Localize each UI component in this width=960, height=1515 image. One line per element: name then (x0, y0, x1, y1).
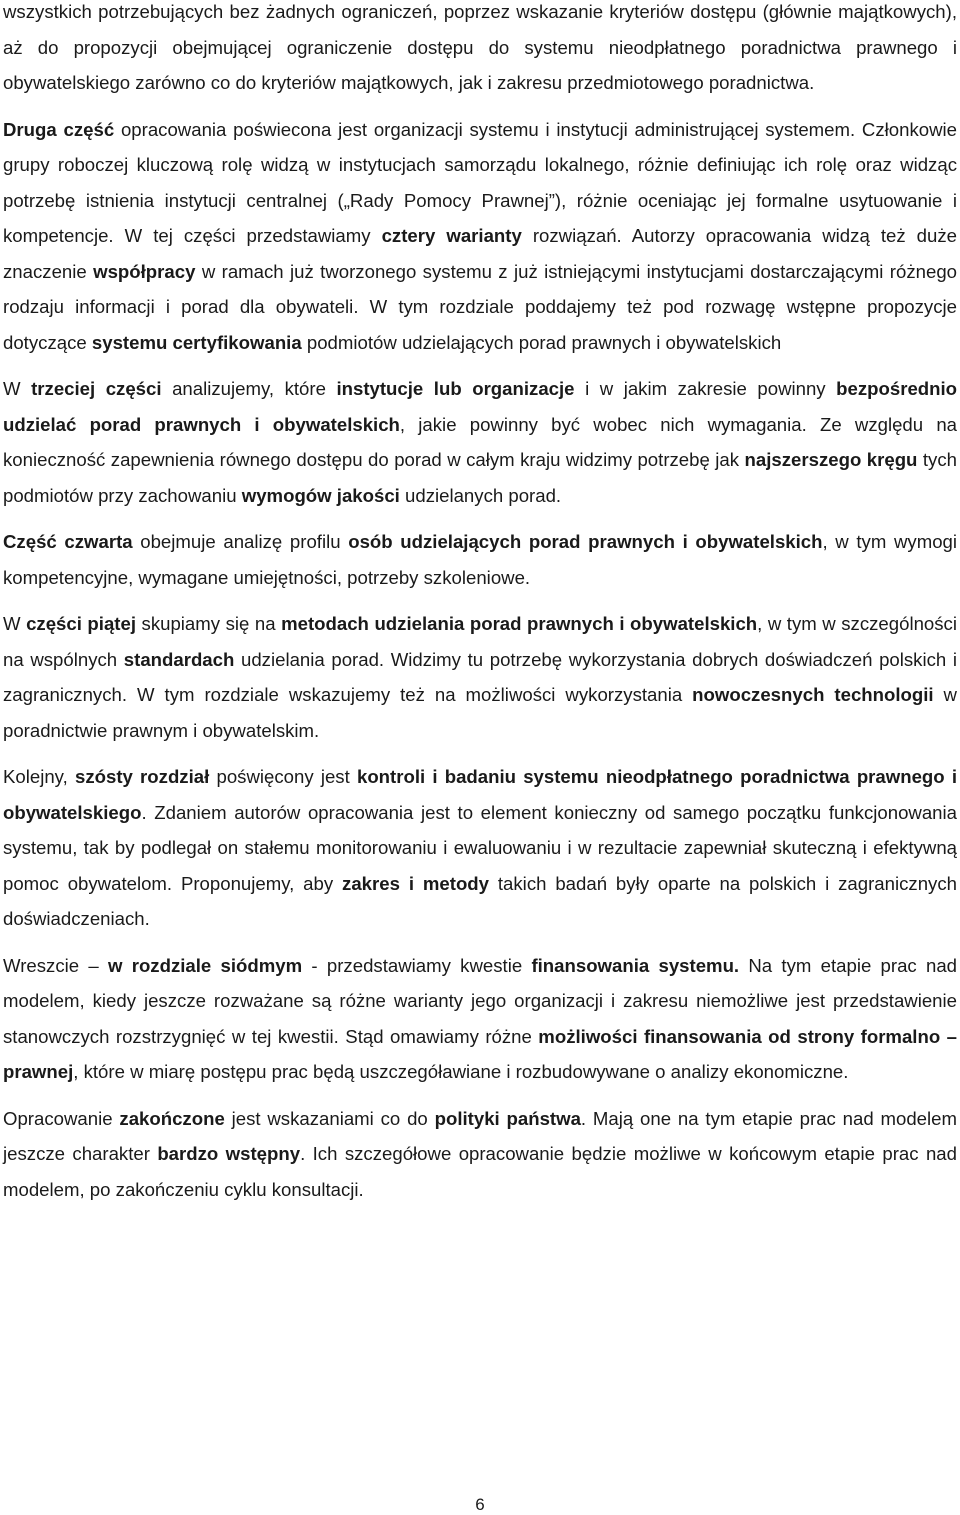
bold-text-run: wymogów jakości (241, 484, 400, 506)
text-run: , w tym w szczególności na wspólnych (3, 613, 957, 670)
bold-text-run: możliwości finansowania od strony formalno – prawnej (3, 1025, 957, 1082)
text-run: skupiamy się na (136, 613, 282, 634)
paragraph-part-two (3, 112, 957, 361)
paragraph-part-six (3, 759, 957, 937)
text-run: rozwiązań. Autorzy opracowania widzą też duże znaczenie (3, 225, 957, 282)
bold-text-run: bardzo wstępny (157, 1143, 301, 1164)
bold-text-run: Część czwarta (3, 531, 133, 552)
text-run: udzielanych porad. (399, 484, 562, 506)
text-run: , jakie powinny być wobec nich wymagania. Ze względu na konieczność zapewnienia równego dostępu do porad w całym kraju widzimy potrzebę jak (3, 413, 958, 470)
bold-text-run: współpracy (93, 260, 196, 282)
bold-text-run: standardach (123, 648, 235, 670)
bold-text-run: w rozdziale siódmym (107, 954, 303, 976)
text-run: opracowania poświecona jest organizacji systemu i instytucji administrującej systemem. Członkowie grupy roboczej kluczową rolę widzą w instytucjach samorządu lokalnego, różnie definiując ich rolę oraz widząc potrzebę istnienia instytucji centralnej („Rady Pomocy Prawnej”), różnie oceniając jej formalne usytuowanie i kompetencje. W tej części przedstawiamy (3, 118, 957, 246)
text-run: jest wskazaniami co do (224, 1107, 435, 1129)
text-run: W (3, 613, 27, 634)
text-run: wszystkich potrzebujących bez żadnych ograniczeń, poprzez wskazanie kryteriów dostępu (głównie majątkowych), aż do propozycji obejmującej ograniczenie dostępu do systemu nieodpłatnego poradnictwa prawnego i obywatelskiego zarówno co do kryteriów majątkowych, jak i zakresu przedmiotowego poradnictwa. (3, 1, 957, 93)
text-run: . Zdaniem autorów opracowania jest to element konieczny od samego początku funkcjonowania systemu, tak by podlegał on stałemu monitorowaniu i ewaluowaniu i w rezultacie zapewniał skuteczną i efektywną pomoc obywatelom. Proponujemy, aby (3, 801, 957, 894)
text-run: takich badań były oparte na polskich i zagranicznych doświadczeniach. (3, 872, 957, 929)
bold-text-run: najszerszego kręgu (744, 449, 918, 470)
text-run: podmiotów udzielających porad prawnych i obywatelskich (301, 331, 782, 353)
text-run: poświęcony jest (209, 766, 357, 787)
paragraph-part-four (3, 524, 957, 595)
text-run: i w jakim zakresie powinny (574, 378, 837, 399)
bold-text-run: osób udzielających porad prawnych i obywatelskich (348, 531, 823, 552)
bold-text-run: kontroli i badaniu systemu nieodpłatnego poradnictwa prawnego i obywatelskiego (3, 766, 957, 823)
bold-text-run: instytucje lub organizacje (336, 378, 575, 399)
text-run: Kolejny, (3, 766, 75, 787)
bold-text-run: bezpośrednio udzielać porad prawnych i obywatelskich (3, 378, 958, 435)
bold-text-run: systemu certyfikowania (91, 331, 302, 353)
text-run: Wreszcie – (3, 954, 108, 976)
text-run: . Ich szczegółowe opracowanie będzie możliwe w końcowym etapie prac nad modelem, po zakończeniu cyklu konsultacji. (3, 1143, 957, 1200)
bold-text-run: szósty rozdział (74, 766, 210, 787)
paragraph-access-criteria (3, 0, 957, 101)
text-run: udzielania porad. Widzimy tu potrzebę wykorzystania dobrych doświadczeń polskich i zagranicznych. W tym rozdziale wskazujemy też na możliwości wykorzystania (3, 648, 958, 705)
text-run: - przedstawiamy kwestie (302, 954, 532, 976)
bold-text-run: zakończone (119, 1107, 225, 1129)
text-run: , w tym wymogi kompetencyjne, wymagane umiejętności, potrzeby szkoleniowe. (3, 531, 958, 588)
paragraph-part-five (3, 606, 957, 748)
paragraph-conclusion (3, 1101, 957, 1208)
bold-text-run: metodach udzielania porad prawnych i obywatelskich (281, 613, 758, 634)
text-run: obejmuje analizę profilu (132, 531, 349, 552)
page-number: 6 (475, 1495, 485, 1514)
text-run: tych podmiotów przy zachowaniu (3, 449, 957, 506)
bold-text-run: finansowania systemu. (531, 954, 740, 976)
bold-text-run: trzeciej części (31, 378, 162, 399)
bold-text-run: cztery warianty (381, 225, 522, 246)
text-run: analizujemy, które (161, 378, 337, 399)
bold-text-run: zakres i metody (342, 872, 489, 894)
bold-text-run: nowoczesnych technologii (692, 684, 934, 705)
text-run: Opracowanie (3, 1107, 120, 1129)
paragraph-part-seven (3, 948, 957, 1090)
paragraph-part-three (3, 371, 957, 513)
bold-text-run: części piątej (26, 613, 136, 634)
text-run: , które w miarę postępu prac będą uszczegóławiane i rozbudowywane o analizy ekonomiczne. (73, 1061, 849, 1082)
text-run: w ramach już tworzonego systemu z już istniejącymi instytucjami dostarczającymi różnego rodzaju informacji i porad dla obywateli. W tym rozdziale poddajemy też pod rozwagę wstępne propozycje dotyczące (3, 260, 957, 353)
text-run: . Mają one na tym etapie prac nad modelem jeszcze charakter (3, 1107, 957, 1164)
text-run: Na tym etapie prac nad modelem, kiedy jeszcze rozważane są różne warianty jego organizacji i zakresu niemożliwe jest przedstawienie stanowczych rozstrzygnięć w tej kwestii. Stąd omawiamy różne (3, 954, 958, 1047)
bold-text-run: polityki państwa (434, 1107, 581, 1129)
bold-text-run: Druga część (3, 118, 115, 140)
document-page (3, 0, 957, 1207)
text-run: w poradnictwie prawnym i obywatelskim. (3, 684, 957, 741)
text-run: W (3, 378, 32, 399)
